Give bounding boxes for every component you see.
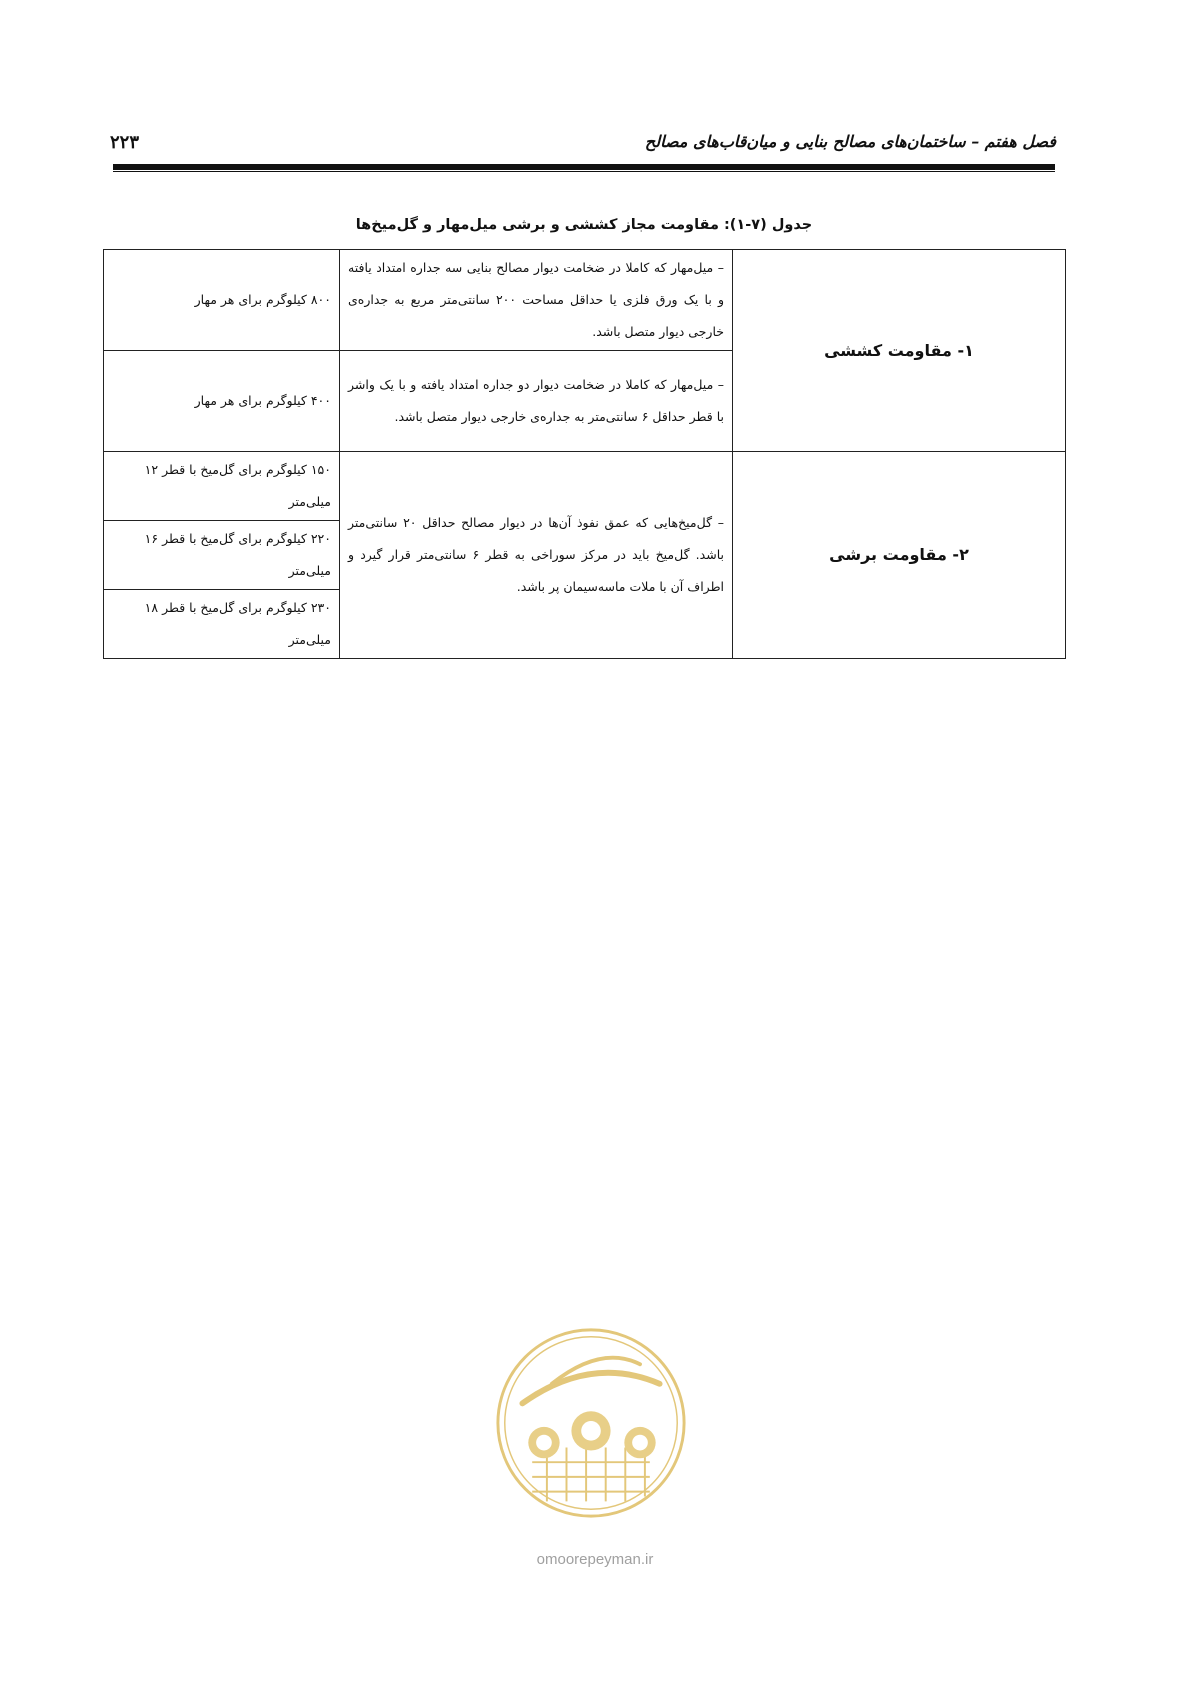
value-cell: ۲۲۰ کیلوگرم برای گل‌میخ با قطر ۱۶ میلی‌متر bbox=[104, 521, 340, 590]
description-cell: – میل‌مهار که کاملا در ضخامت دیوار دو جداره امتداد یافته و با یک واشر با قطر حداقل ۶ سانتی‌متر به جداره‌ی خارجی دیوار متصل باشد. bbox=[340, 351, 733, 452]
header-rule-thick bbox=[113, 164, 1055, 170]
value-cell: ۸۰۰ کیلوگرم برای هر مهار bbox=[104, 250, 340, 351]
chapter-title: فصل هفتم – ساختمان‌های مصالح بنایی و میان‌قاب‌های مصالح bbox=[644, 132, 1056, 151]
description-cell: – میل‌مهار که کاملا در ضخامت دیوار مصالح بنایی سه جداره امتداد یافته و با یک ورق فلزی یا حداقل مساحت ۲۰۰ سانتی‌متر مربع به جداره‌ی خارجی دیوار متصل باشد. bbox=[340, 250, 733, 351]
watermark-logo bbox=[493, 1325, 689, 1521]
value-cell: ۲۳۰ کیلوگرم برای گل‌میخ با قطر ۱۸ میلی‌متر bbox=[104, 590, 340, 659]
header-rule-thin bbox=[113, 171, 1055, 172]
value-cell: ۴۰۰ کیلوگرم برای هر مهار bbox=[104, 351, 340, 452]
table-caption: جدول (۷-۱): مقاومت مجاز کششی و برشی میل‌مهار و گل‌میخ‌ها bbox=[355, 217, 813, 233]
property-cell: ۱- مقاومت کششی bbox=[733, 250, 1066, 452]
description-cell: – گل‌میخ‌هایی که عمق نفوذ آن‌ها در دیوار مصالح حداقل ۲۰ سانتی‌متر باشد. گل‌میخ باید در مرکز سوراخی به قطر ۶ سانتی‌متر قرار گیرد و اطراف آن با ملات ماسه‌سیمان پر باشد. bbox=[340, 452, 733, 659]
table-row bbox=[104, 452, 1066, 521]
watermark-url: omoorepeyman.ir bbox=[536, 1551, 654, 1568]
table-row bbox=[104, 250, 1066, 351]
allowable-strength-table bbox=[103, 249, 1066, 659]
value-cell: ۱۵۰ کیلوگرم برای گل‌میخ با قطر ۱۲ میلی‌متر bbox=[104, 452, 340, 521]
page-header bbox=[110, 122, 1056, 162]
page-number: ۲۲۳ bbox=[110, 132, 140, 153]
property-cell: ۲- مقاومت برشی bbox=[733, 452, 1066, 659]
